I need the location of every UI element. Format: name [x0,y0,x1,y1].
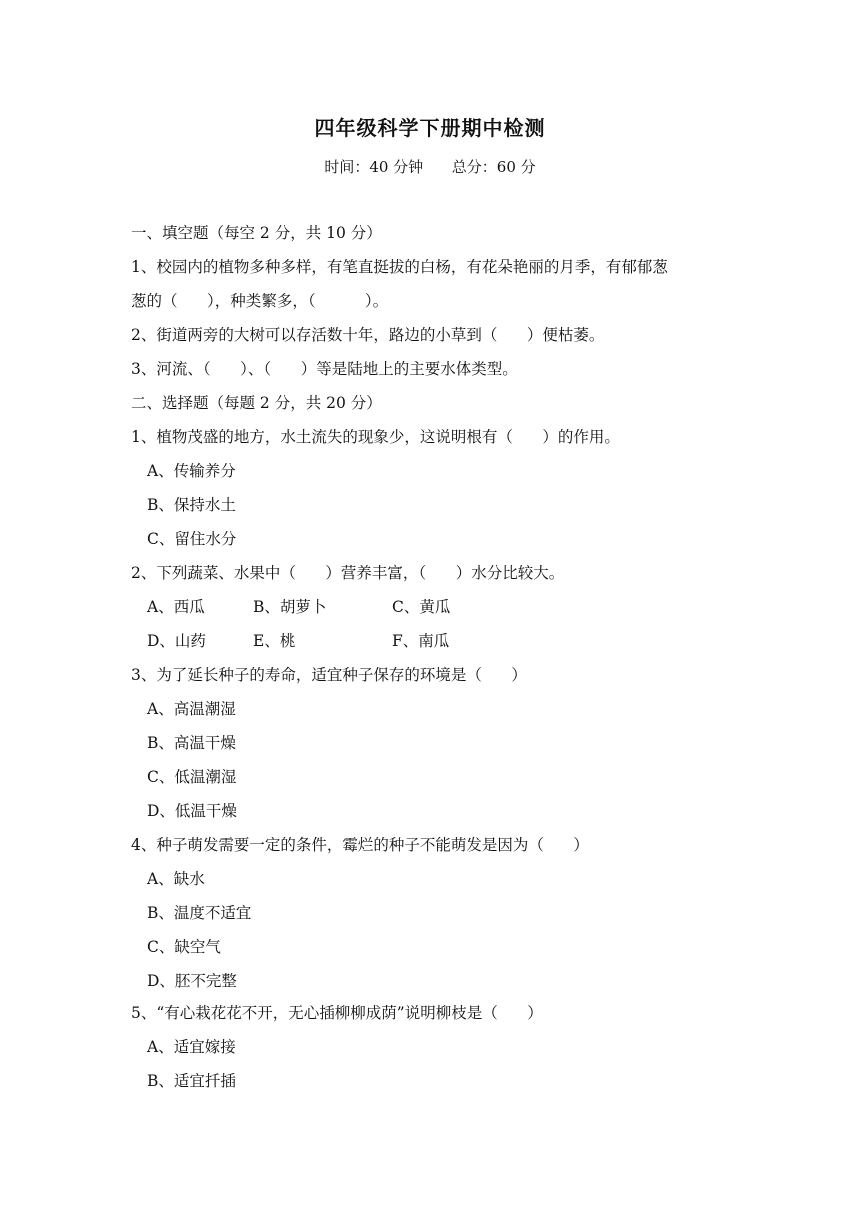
answer-option: B、温度不适宜 [147,904,252,922]
answer-option: D、山药 [147,632,206,650]
section-heading-multiple-choice: 二、选择题（每题 2 分，共 20 分） [131,394,382,412]
question-text: 4、种子萌发需要一定的条件，霉烂的种子不能萌发是因为（ ） [131,836,589,854]
answer-option: B、胡萝卜 [253,598,327,616]
question-text: 葱的（ ），种类繁多，（ ）。 [131,292,389,310]
answer-option: F、南瓜 [392,632,450,650]
answer-option: A、缺水 [147,870,205,888]
question-text: 3、河流、（ ）、（ ）等是陆地上的主要水体类型。 [131,360,518,378]
question-text: 1、植物茂盛的地方，水土流失的现象少，这说明根有（ ）的作用。 [131,428,620,446]
answer-option: A、高温潮湿 [147,700,236,718]
answer-option: B、保持水土 [147,496,236,514]
answer-option: E、桃 [253,632,296,650]
answer-option: C、留住水分 [147,530,237,548]
answer-option: A、西瓜 [147,598,205,616]
answer-option: B、高温干燥 [147,734,236,752]
answer-option: D、胚不完整 [147,972,237,990]
answer-option: C、黄瓜 [392,598,451,616]
answer-option: A、传输养分 [147,462,236,480]
page-title: 四年级科学下册期中检测 [314,116,546,140]
question-text: 2、下列蔬菜、水果中（ ）营养丰富，（ ）水分比较大。 [131,564,565,582]
section-heading-fill-in: 一、填空题（每空 2 分，共 10 分） [131,224,382,242]
answer-option: D、低温干燥 [147,802,237,820]
question-text: 5、“有心栽花花不开，无心插柳柳成荫”说明柳枝是（ ） [131,1004,543,1022]
question-text: 1、校园内的植物多种多样，有笔直挺拔的白杨，有花朵艳丽的月季，有郁郁葱 [131,258,668,276]
answer-option: B、适宜扦插 [147,1072,236,1090]
question-text: 2、街道两旁的大树可以存活数十年，路边的小草到（ ）便枯萎。 [131,326,605,344]
exam-info: 时间：40 分钟 总分：60 分 [324,158,536,176]
question-text: 3、为了延长种子的寿命，适宜种子保存的环境是（ ） [131,666,527,684]
answer-option: A、适宜嫁接 [147,1038,236,1056]
answer-option: C、缺空气 [147,938,221,956]
answer-option: C、低温潮湿 [147,768,237,786]
